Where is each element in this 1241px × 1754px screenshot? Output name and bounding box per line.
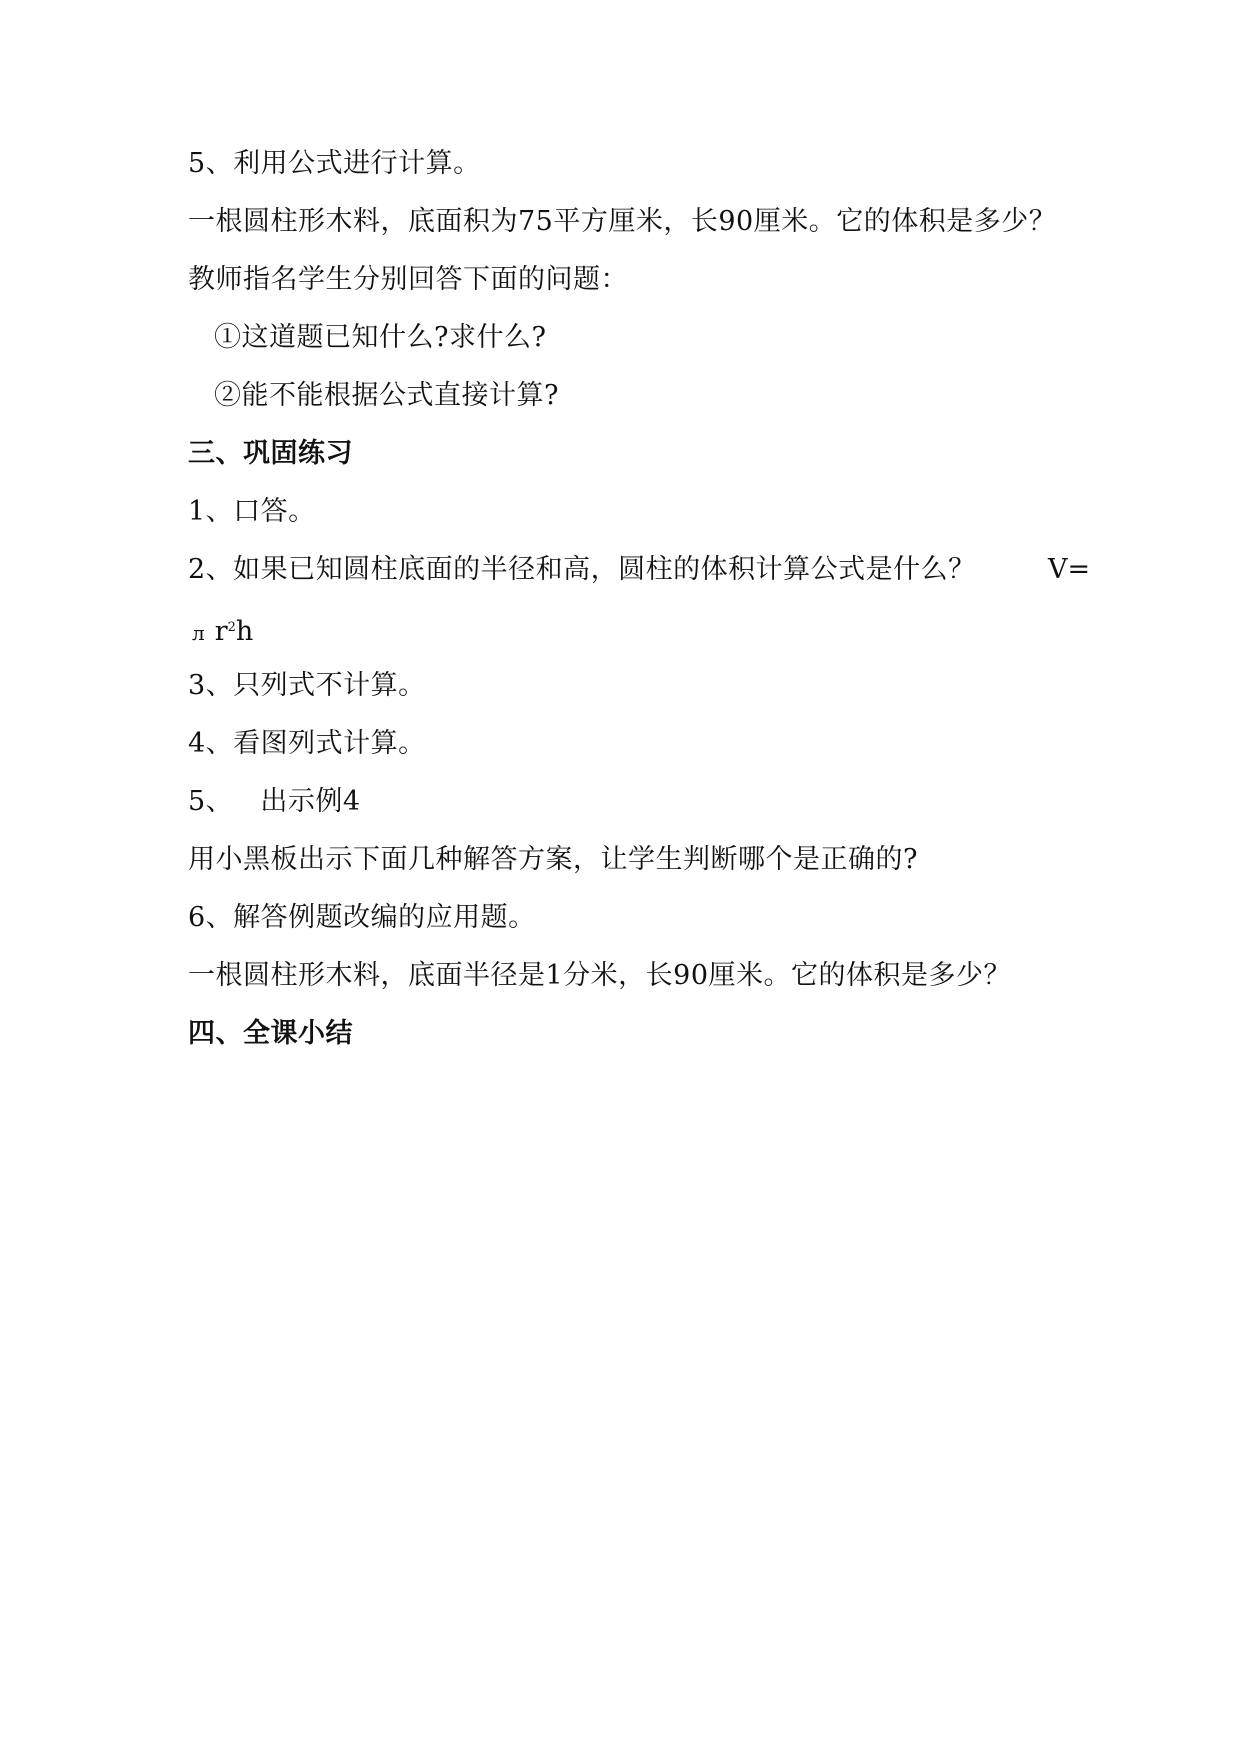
- question-1-line: ①这道题已知什么?求什么?: [214, 322, 547, 353]
- exercise-5-line: 5、 出示例4: [188, 786, 361, 817]
- exercise-3-line: 3、只列式不计算。: [188, 670, 426, 701]
- exercise-4-line: 4、看图列式计算。: [188, 728, 426, 759]
- formula-r: r: [214, 616, 228, 647]
- volume-formula: [192, 610, 253, 651]
- formula-h: h: [235, 616, 254, 647]
- exercise-2-line: 2、如果已知圆柱底面的半径和高，圆柱的体积计算公式是什么？: [188, 554, 976, 585]
- blackboard-line: 用小黑板出示下面几种解答方案，让学生判断哪个是正确的?: [188, 844, 918, 875]
- formula-exponent: 2: [227, 620, 236, 635]
- section-3-heading: 三、巩固练习: [188, 438, 353, 469]
- formula-lead: V=: [1048, 554, 1091, 585]
- question-2-line: ②能不能根据公式直接计算?: [214, 380, 559, 411]
- calc-step-line: 5、利用公式进行计算。: [188, 148, 481, 179]
- exercise-6-line: 6、解答例题改编的应用题。: [188, 902, 536, 933]
- section-4-heading: 四、全课小结: [188, 1018, 353, 1049]
- exercise-1-line: 1、口答。: [188, 496, 316, 527]
- problem-1-line: 一根圆柱形木料，底面积为75平方厘米，长90厘米。它的体积是多少？: [188, 206, 1057, 237]
- pi-symbol: л: [192, 621, 205, 645]
- problem-2-line: 一根圆柱形木料，底面半径是1分米，长90厘米。它的体积是多少？: [188, 960, 1012, 991]
- teacher-instruction-line: 教师指名学生分别回答下面的问题：: [188, 264, 628, 295]
